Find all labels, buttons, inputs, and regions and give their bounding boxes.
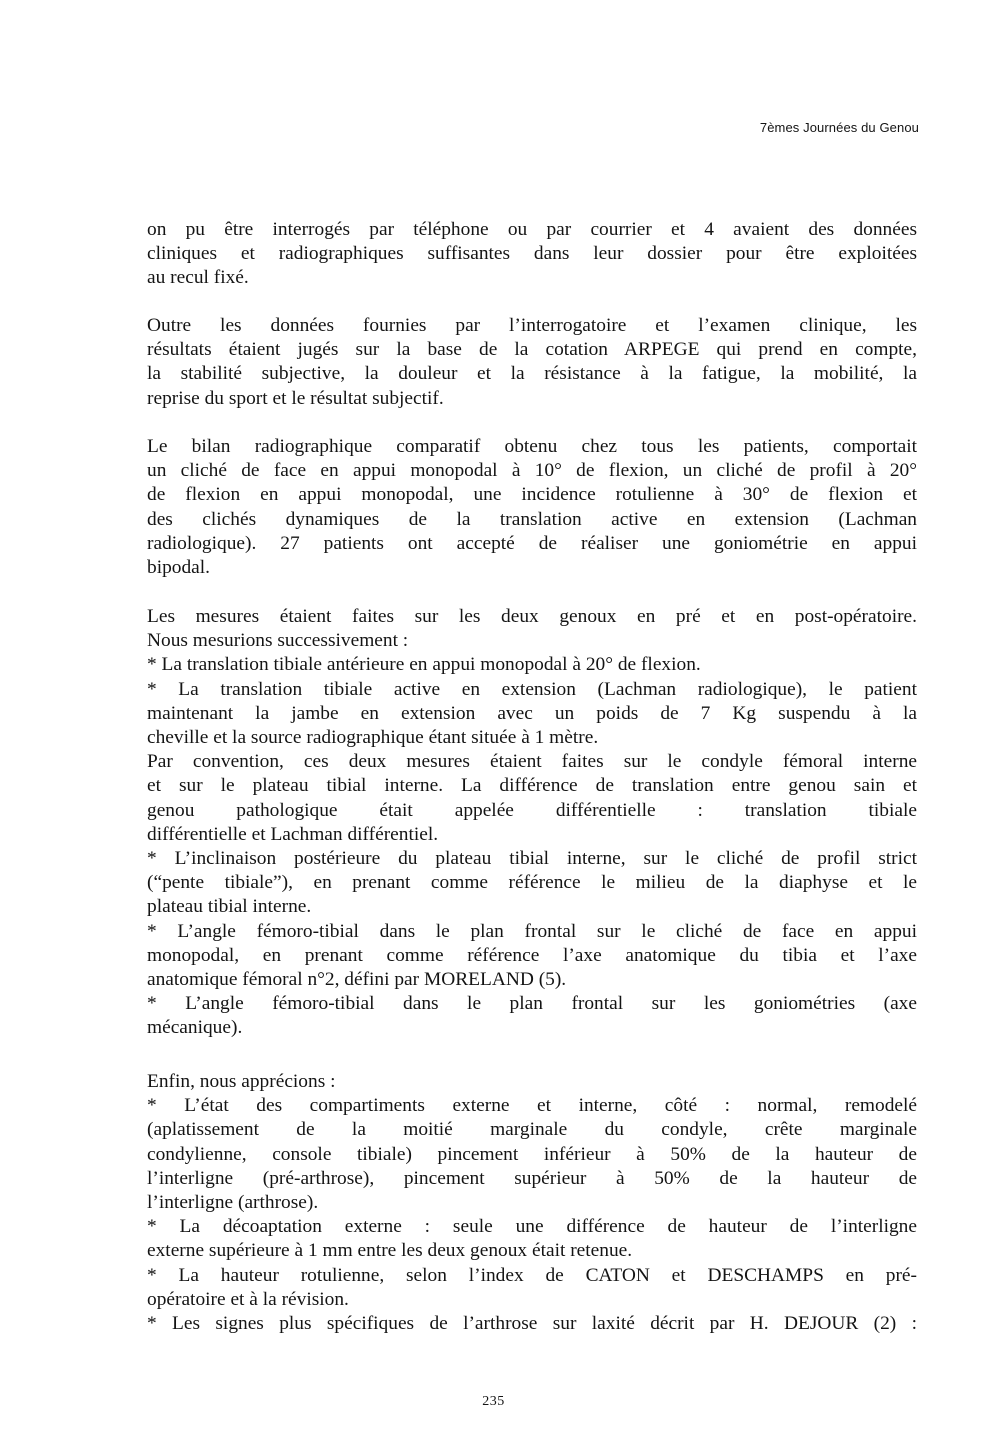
- text-line: bipodal.: [147, 557, 211, 579]
- text-line: Le bilan radiographique comparatif obtenu chez tous les patients, comportait: [147, 436, 917, 457]
- text-line: Par convention, ces deux mesures étaient faites sur le condyle fémoral interne: [147, 751, 917, 773]
- text-line: * La translation tibiale active en extension (Lachman radiologique), le patient: [147, 678, 917, 700]
- text-line: * La décoaptation externe : seule une différence de hauteur de l’interligne: [147, 1216, 917, 1238]
- running-header: 7èmes Journées du Genou: [759, 120, 919, 135]
- paragraph-5: [147, 1070, 917, 1336]
- text-line: et sur le plateau tibial interne. La différence de translation entre genou sain et: [147, 775, 917, 797]
- paragraph-4: [147, 605, 917, 1041]
- text-line: genou pathologique était appelée différentielle : translation tibiale: [147, 799, 917, 821]
- text-line: (“pente tibiale”), en prenant comme référence le milieu de la diaphyse et le: [147, 872, 917, 894]
- text-line: des clichés dynamiques de la translation active en extension (Lachman: [147, 508, 917, 530]
- text-line: Les mesures étaient faites sur les deux genoux en pré et en post-opératoire.: [147, 606, 917, 627]
- text-line: * L’angle fémoro-tibial dans le plan frontal sur les goniométries (axe: [147, 993, 917, 1015]
- text-line: l’interligne (arthrose).: [147, 1192, 319, 1214]
- text-line: * L’état des compartiments externe et interne, côté : normal, remodelé: [147, 1095, 917, 1117]
- text-line: cheville et la source radiographique étant située à 1 mètre.: [147, 727, 599, 749]
- paragraph-2: [147, 314, 917, 411]
- text-line: maintenant la jambe en extension avec un poids de 7 Kg suspendu à la: [147, 702, 917, 724]
- text-line: reprise du sport et le résultat subjectif.: [147, 387, 444, 409]
- text-line: (aplatissement de la moitié marginale du condyle, crête marginale: [147, 1119, 917, 1141]
- paragraph-1: [147, 218, 917, 291]
- text-line: cliniques et radiographiques suffisantes dans leur dossier pour être exploitées: [147, 243, 917, 265]
- text-line: différentielle et Lachman différentiel.: [147, 823, 439, 845]
- text-line: la stabilité subjective, la douleur et la résistance à la fatigue, la mobilité, la: [147, 363, 917, 385]
- paragraph-3: [147, 435, 917, 580]
- text-line: un cliché de face en appui monopodal à 10° de flexion, un cliché de profil à 20°: [147, 460, 917, 482]
- text-line: * Les signes plus spécifiques de l’arthrose sur laxité décrit par H. DEJOUR (2) :: [147, 1313, 917, 1335]
- text-line: condylienne, console tibiale) pincement inférieur à 50% de la hauteur de: [147, 1143, 917, 1165]
- text-line: Nous mesurions successivement :: [147, 630, 409, 652]
- text-line: mécanique).: [147, 1017, 243, 1039]
- text-line: on pu être interrogés par téléphone ou par courrier et 4 avaient des données: [147, 219, 917, 240]
- text-line: de flexion en appui monopodal, une incidence rotulienne à 30° de flexion et: [147, 484, 917, 506]
- text-line: * L’inclinaison postérieure du plateau tibial interne, sur le cliché de profil strict: [147, 848, 917, 870]
- text-line: opératoire et à la révision.: [147, 1288, 349, 1310]
- text-line: anatomique fémoral n°2, défini par MORELAND (5).: [147, 969, 567, 991]
- text-line: au recul fixé.: [147, 267, 249, 289]
- text-line: Enfin, nous apprécions :: [147, 1071, 336, 1092]
- text-line: Outre les données fournies par l’interrogatoire et l’examen clinique, les: [147, 315, 917, 336]
- text-line: l’interligne (pré-arthrose), pincement supérieur à 50% de la hauteur de: [147, 1167, 917, 1189]
- text-line: plateau tibial interne.: [147, 896, 312, 918]
- text-line: externe supérieure à 1 mm entre les deux genoux était retenue.: [147, 1240, 633, 1262]
- text-line: * La hauteur rotulienne, selon l’index de CATON et DESCHAMPS en pré-: [147, 1264, 917, 1286]
- page-number: 235: [482, 1394, 505, 1409]
- text-line: * L’angle fémoro-tibial dans le plan frontal sur le cliché de face en appui: [147, 920, 917, 942]
- text-line: monopodal, en prenant comme référence l’axe anatomique du tibia et l’axe: [147, 944, 917, 966]
- text-line: radiologique). 27 patients ont accepté de réaliser une goniométrie en appui: [147, 532, 917, 554]
- text-line: * La translation tibiale antérieure en appui monopodal à 20° de flexion.: [147, 654, 701, 676]
- text-line: résultats étaient jugés sur la base de la cotation ARPEGE qui prend en compte,: [147, 339, 917, 361]
